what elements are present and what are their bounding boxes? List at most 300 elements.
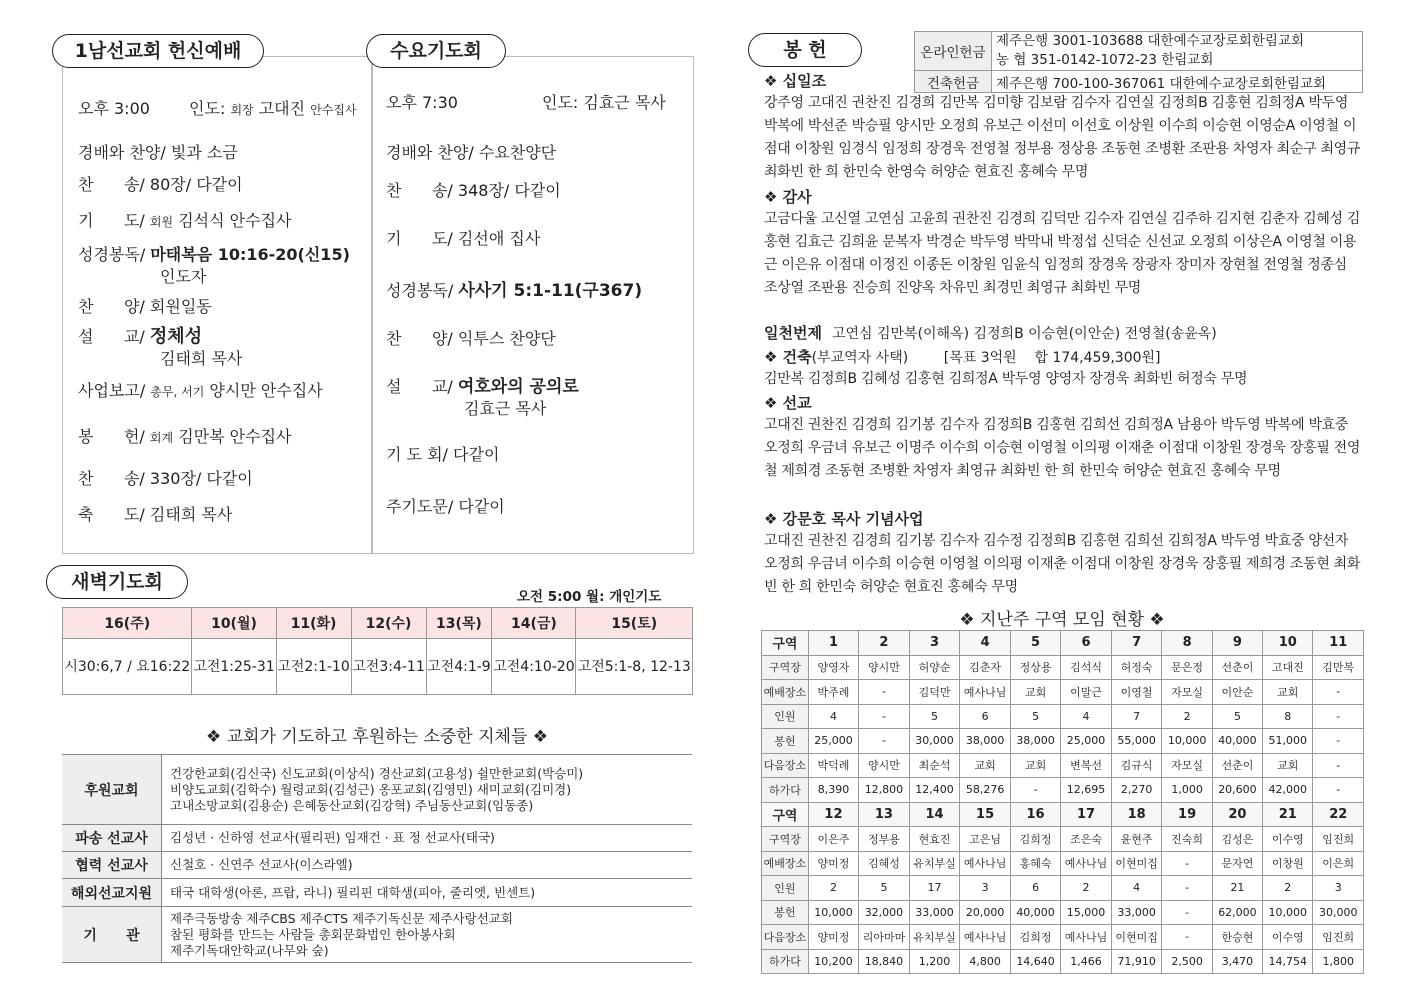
groups-cell: - <box>1313 753 1364 778</box>
dawn-table <box>62 607 693 695</box>
groups-row-label: 인원 <box>762 876 809 901</box>
groups-cell: 김성은 <box>1212 827 1262 852</box>
groups-row-label: 봉헌 <box>762 729 809 754</box>
groups-cell: 33,000 <box>909 900 960 925</box>
groups-cell: 변복선 <box>1061 753 1112 778</box>
groups-cell: 이은희 <box>1313 851 1364 876</box>
wednesday-leader: 인도: 김효근 목사 <box>542 93 666 112</box>
groups-cell: 11 <box>1313 631 1364 656</box>
groups-cell: - <box>1162 925 1212 950</box>
groups-cell: 3 <box>1313 876 1364 901</box>
groups-cell: 17 <box>909 876 960 901</box>
groups-cell: 2 <box>1061 876 1112 901</box>
groups-row-label: 예배장소 <box>762 680 809 705</box>
groups-cell: 17 <box>1061 802 1112 827</box>
wednesday-title: 수요기도회 <box>366 34 506 68</box>
groups-cell: 예사나님 <box>960 680 1011 705</box>
wednesday-row-value: 수요찬양단 <box>478 143 557 162</box>
groups-cell: 16 <box>1010 802 1060 827</box>
groups-row <box>762 655 1364 680</box>
groups-cell: 12,800 <box>859 778 910 803</box>
groups-cell: 최순석 <box>909 753 960 778</box>
groups-cell: 10,000 <box>808 900 858 925</box>
groups-cell: 문은정 <box>1162 655 1212 680</box>
devotion-row-value: 양시만 안수집사 <box>209 381 323 400</box>
groups-cell: 허양순 <box>909 655 960 680</box>
groups-cell: 이수영 <box>1263 925 1313 950</box>
wednesday-row-label: 기 도/ <box>386 229 453 248</box>
groups-cell: 2 <box>1162 704 1212 729</box>
offering-section-names: 고대진 권찬진 김경희 김기봉 김수자 김정희B 김홍현 김희선 김희정A 남용아 박두영 박복에 박효중 오정희 우금녀 유보근 이명주 이수희 이승현 이영철 이의평 이재춘 이점대 이창원 장경욱 장홍필 전영철 제희경 조동현 조병환 차영자 최영규 최화빈 한 희 한민숙 허양순 현효진 홍혜숙 무명 <box>764 417 1361 479</box>
groups-cell: 5 <box>1010 631 1060 656</box>
groups-cell: 2 <box>859 631 910 656</box>
groups-cell: 현효진 <box>909 827 960 852</box>
groups-cell: 71,910 <box>1111 949 1162 974</box>
groups-cell: 10,000 <box>1263 900 1313 925</box>
support-row-label: 후원교회 <box>62 755 162 825</box>
groups-row <box>762 827 1364 852</box>
groups-cell: 19 <box>1162 802 1212 827</box>
groups-row-label: 봉헌 <box>762 900 809 925</box>
wednesday-row-value: 사사기 5:1-11(구367) <box>458 281 643 301</box>
dawn-reading: 고전1:25-31 <box>192 639 276 695</box>
support-row <box>62 907 692 963</box>
devotion-time: 오후 3:00 <box>78 99 150 118</box>
dawn-reading: 고전4:10-20 <box>492 639 576 695</box>
devotion-row-label: 찬 송/ <box>78 175 145 194</box>
devotion-row-label: 찬 송/ <box>78 469 145 488</box>
offering-section-title <box>764 508 924 529</box>
devotion-row-role: 총무, 서기 <box>150 385 205 399</box>
groups-cell: 3 <box>960 876 1011 901</box>
groups-cell: 55,000 <box>1111 729 1162 754</box>
groups-cell: - <box>1162 851 1212 876</box>
groups-cell: 4 <box>960 631 1011 656</box>
support-row-label: 협력 선교사 <box>62 852 162 879</box>
groups-row <box>762 704 1364 729</box>
online-line-1: 제주은행 3001-103688 대한예수교장로회한림교회 <box>996 33 1305 49</box>
groups-cell: 2,500 <box>1162 949 1212 974</box>
groups-cell: 양미정 <box>808 851 858 876</box>
dawn-day: 10(월) <box>192 608 276 639</box>
support-row-content <box>162 907 693 963</box>
groups-cell: 김희정 <box>1010 827 1060 852</box>
groups-cell: 3 <box>909 631 960 656</box>
groups-cell: 21 <box>1263 802 1313 827</box>
groups-cell: 20,600 <box>1212 778 1262 803</box>
groups-cell: 이말근 <box>1061 680 1112 705</box>
groups-cell: 20,000 <box>960 900 1011 925</box>
groups-table <box>761 630 1364 974</box>
groups-row-label: 다음장소 <box>762 925 809 950</box>
groups-cell: 김희정 <box>1010 925 1060 950</box>
groups-cell: 진숙희 <box>1162 827 1212 852</box>
groups-row <box>762 729 1364 754</box>
groups-cell: - <box>1313 704 1364 729</box>
groups-row-label: 구역 <box>762 631 809 656</box>
groups-cell: 1,800 <box>1313 949 1364 974</box>
groups-cell: 문자연 <box>1212 851 1262 876</box>
groups-cell: 선춘이 <box>1212 753 1262 778</box>
wednesday-row-value: 김선애 집사 <box>457 229 541 248</box>
groups-cell: 30,000 <box>1313 900 1364 925</box>
groups-cell: 이영철 <box>1111 680 1162 705</box>
groups-cell: 교회 <box>1010 680 1060 705</box>
groups-cell: 임진희 <box>1313 827 1364 852</box>
groups-cell: 이안순 <box>1212 680 1262 705</box>
support-row <box>62 755 692 825</box>
groups-row-label: 하가다 <box>762 949 809 974</box>
groups-cell: 양시만 <box>859 655 910 680</box>
groups-cell: 윤현주 <box>1111 827 1162 852</box>
groups-cell: 선춘이 <box>1212 655 1262 680</box>
wednesday-row-value: 다같이 <box>458 497 505 516</box>
offering-section-names: 김만복 김정희B 김혜성 김홍현 김희정A 박두영 양영자 장경욱 최화빈 허정숙 무명 <box>764 371 1248 387</box>
groups-cell: 이현미집 <box>1111 925 1162 950</box>
groups-row-label: 예배장소 <box>762 851 809 876</box>
groups-cell: 1,000 <box>1162 778 1212 803</box>
support-line: 건강한교회(김신국) 신도교회(이상식) 경산교회(고용성) 쉴만한교회(박승미) <box>170 765 584 781</box>
groups-cell: 3,470 <box>1212 949 1262 974</box>
groups-cell: 9 <box>1212 631 1262 656</box>
groups-cell: 7 <box>1111 704 1162 729</box>
devotion-leader-name: 고대진 <box>258 99 306 118</box>
dawn-reading: 고전3:4-11 <box>351 639 426 695</box>
groups-cell: 6 <box>1010 876 1060 901</box>
devotion-row-role: 회계 <box>149 431 174 445</box>
groups-cell: 20 <box>1212 802 1262 827</box>
dawn-day: 14(금) <box>492 608 576 639</box>
wednesday-row-label: 기 도 회/ <box>386 445 448 464</box>
groups-cell: 교회 <box>1010 753 1060 778</box>
offering-section-name: ❖ 건축 <box>764 348 812 366</box>
groups-cell: 4,800 <box>960 949 1011 974</box>
groups-cell: 6 <box>1061 631 1112 656</box>
groups-cell: 12,400 <box>909 778 960 803</box>
offering-title: 봉 헌 <box>748 33 862 67</box>
groups-cell: 12 <box>808 802 858 827</box>
groups-row-label: 구역 <box>762 802 809 827</box>
groups-row <box>762 631 1364 656</box>
support-row-label: 해외선교지원 <box>62 879 162 907</box>
groups-cell: 14 <box>909 802 960 827</box>
wednesday-row-label: 경배와 찬양/ <box>386 143 474 162</box>
groups-row <box>762 900 1364 925</box>
groups-cell: 허정숙 <box>1111 655 1162 680</box>
groups-row <box>762 680 1364 705</box>
offering-section-names: 고연심 김만복(이해옥) 김정희B 이승현(이안순) 전영철(송윤옥) <box>831 326 1217 342</box>
groups-row-label: 구역장 <box>762 827 809 852</box>
wednesday-row <box>386 178 561 201</box>
offering-section-name: ❖ 선교 <box>764 394 812 412</box>
offering-section-title <box>764 186 812 207</box>
groups-cell: 조은숙 <box>1061 827 1112 852</box>
offering-section-names: 고대진 권찬진 김경희 김기봉 김수자 김수정 김정희B 김홍현 김희선 김희정A 박두영 박효중 양선자 오정희 우금녀 이수희 이승현 이영철 이의평 이재춘 이점대 이창원 장경욱 장홍필 제희경 조동현 최화빈 한 희 한민숙 허양순 현효진 홍혜숙 무명 <box>764 533 1361 595</box>
groups-cell: 교회 <box>1263 753 1313 778</box>
wednesday-row-label: 찬 양/ <box>386 329 453 348</box>
groups-cell: 이수영 <box>1263 827 1313 852</box>
groups-cell: 임진희 <box>1313 925 1364 950</box>
groups-cell: 5 <box>1010 704 1060 729</box>
wednesday-time: 오후 7:30 <box>386 93 458 112</box>
groups-cell: 8 <box>1263 704 1313 729</box>
offering-section-title <box>764 322 1217 343</box>
groups-cell: 10,200 <box>808 949 858 974</box>
wednesday-row-sub: 김효근 목사 <box>464 399 547 418</box>
groups-cell: 박덕례 <box>808 753 858 778</box>
groups-cell: 40,000 <box>1212 729 1262 754</box>
offering-section-title <box>764 346 1161 367</box>
devotion-row-sub: 김태희 목사 <box>160 349 243 368</box>
devotion-title: 1남선교회 헌신예배 <box>52 34 264 68</box>
wednesday-row <box>386 140 556 163</box>
groups-cell: 42,000 <box>1263 778 1313 803</box>
groups-row <box>762 753 1364 778</box>
devotion-row-value: 330장/ 다같이 <box>149 469 253 488</box>
building-line: 제주은행 700-100-367061 대한예수교장로회한림교회 <box>992 71 1363 93</box>
groups-cell: 정상용 <box>1010 655 1060 680</box>
groups-cell: 8 <box>1162 631 1212 656</box>
wednesday-row <box>386 226 540 249</box>
support-line: 고내소망교회(김용순) 은혜동산교회(김강혁) 주님동산교회(임동종) <box>170 797 534 813</box>
groups-cell: 15 <box>960 802 1011 827</box>
building-label: 건축헌금 <box>915 71 992 93</box>
offering-section-extra: (부교역자 사택) [목표 3억원 합 174,459,300원] <box>811 350 1161 366</box>
wednesday-row-value: 348장/ 다같이 <box>457 181 561 200</box>
offering-section-name: ❖ 감사 <box>764 188 812 206</box>
groups-cell: 18 <box>1111 802 1162 827</box>
groups-cell: 25,000 <box>1061 729 1112 754</box>
groups-cell: 한승현 <box>1212 925 1262 950</box>
groups-cell: - <box>859 680 910 705</box>
wednesday-row-value: 다같이 <box>453 445 500 464</box>
devotion-row-value: 빛과 소금 <box>170 143 238 162</box>
groups-cell: 김규식 <box>1111 753 1162 778</box>
groups-cell: 32,000 <box>859 900 910 925</box>
devotion-row-value: 김태희 목사 <box>149 505 233 524</box>
groups-cell: 이창원 <box>1263 851 1313 876</box>
groups-cell: 교회 <box>960 753 1011 778</box>
groups-cell: 6 <box>960 704 1011 729</box>
devotion-row <box>78 294 212 317</box>
devotion-row <box>78 466 253 489</box>
groups-cell: 38,000 <box>960 729 1011 754</box>
support-row-content <box>162 852 693 879</box>
dawn-note: 오전 5:00 월: 개인기도 <box>517 589 662 605</box>
devotion-row-value: 정체성 <box>149 326 203 347</box>
offering-section-names: 고금다울 고신열 고연심 고윤희 권찬진 김경희 김덕만 김수자 김연실 김주하 김지현 김춘자 김혜성 김홍현 김효근 김희윤 문복자 박경순 박두영 박막내 박정섭 신덕순 신선교 오정희 이상은A 이영철 이용근 이은유 이점대 이정진 이종돈 이창원 임윤식 임정희 장경욱 장광자 장미자 장현철 전영철 정종심 조상열 조판용 진승희 진양옥 차유민 최경민 최영규 최화빈 무명 <box>764 211 1361 296</box>
devotion-row-sub: 인도자 <box>160 267 207 286</box>
support-row-label: 파송 선교사 <box>62 825 162 852</box>
dawn-reading: 고전5:1-8, 12-13 <box>576 639 693 695</box>
support-row-content <box>162 825 693 852</box>
groups-cell: - <box>859 729 910 754</box>
online-offering-table <box>914 31 1363 93</box>
groups-cell: 김석식 <box>1061 655 1112 680</box>
support-line: 제주극동방송 제주CBS 제주CTS 제주기독신문 제주사랑선교회 <box>170 910 513 926</box>
offering-section-names: 강주영 고대진 권찬진 김경희 김만복 김미향 김보람 김수자 김연실 김정희B 김홍현 김희정A 박두영 박복에 박선준 박승필 양시만 오정희 유보근 이선미 이선호 이상원 이수희 이승현 이영순A 이영철 이점대 이창원 임경식 임정희 장경욱 전영철 정부용 정상용 조동현 조병환 조판용 차영자 최순구 최영규 최화빈 한 희 한민숙 한영숙 허양순 현효진 홍혜숙 무명 <box>764 95 1361 180</box>
groups-cell: 김덕만 <box>909 680 960 705</box>
support-line: 제주기독대안학교(나무와 숲) <box>170 942 329 958</box>
groups-cell: 박주례 <box>808 680 858 705</box>
groups-cell: 14,640 <box>1010 949 1060 974</box>
groups-row-label: 다음장소 <box>762 753 809 778</box>
groups-cell: - <box>859 704 910 729</box>
groups-cell: 10,000 <box>1162 729 1212 754</box>
groups-cell: 이현미집 <box>1111 851 1162 876</box>
groups-row-label: 인원 <box>762 704 809 729</box>
groups-cell: 정부용 <box>859 827 910 852</box>
support-row <box>62 825 692 852</box>
groups-cell: 예사나님 <box>960 925 1011 950</box>
devotion-row <box>78 172 243 195</box>
groups-cell: 12,695 <box>1061 778 1112 803</box>
groups-cell: 김춘자 <box>960 655 1011 680</box>
groups-cell: 22 <box>1313 802 1364 827</box>
offering-section-name: ❖ 십일조 <box>764 72 827 90</box>
groups-cell: 고대진 <box>1263 655 1313 680</box>
support-line: 비양도교회(김학수) 월령교회(김성근) 옹포교회(김영민) 새미교회(김미경) <box>170 781 572 797</box>
wednesday-box <box>371 56 694 554</box>
groups-row <box>762 925 1364 950</box>
dawn-day: 13(목) <box>426 608 492 639</box>
groups-cell: 7 <box>1111 631 1162 656</box>
groups-cell: 김만복 <box>1313 655 1364 680</box>
devotion-row-label: 기 도/ <box>78 211 145 230</box>
groups-title: ❖ 지난주 구역 모임 현황 ❖ <box>959 610 1165 630</box>
devotion-row-label: 찬 양/ <box>78 297 145 316</box>
support-row-label: 기 관 <box>62 907 162 963</box>
groups-cell: 5 <box>859 876 910 901</box>
groups-cell: 2 <box>1263 876 1313 901</box>
groups-row <box>762 851 1364 876</box>
groups-cell: - <box>1162 900 1212 925</box>
groups-cell: 양시만 <box>859 753 910 778</box>
support-title: ❖ 교회가 기도하고 후원하는 소중한 지체들 ❖ <box>205 727 549 747</box>
groups-cell: 51,000 <box>1263 729 1313 754</box>
groups-cell: 13 <box>859 802 910 827</box>
support-row <box>62 879 692 907</box>
devotion-row-value: 마태복음 10:16-20(신15) <box>150 245 350 264</box>
groups-cell: 예사나님 <box>1061 851 1112 876</box>
offering-section-name: 일천번제 <box>764 324 822 342</box>
groups-cell: 2,270 <box>1111 778 1162 803</box>
groups-cell: 14,754 <box>1263 949 1313 974</box>
groups-row <box>762 949 1364 974</box>
groups-cell: 10 <box>1263 631 1313 656</box>
devotion-row-value: 김만복 안수집사 <box>178 427 292 446</box>
devotion-row <box>78 378 323 401</box>
offering-section-name: ❖ 강문호 목사 기념사업 <box>764 510 924 528</box>
groups-cell: 양영자 <box>808 655 858 680</box>
groups-cell: 62,000 <box>1212 900 1262 925</box>
dawn-day: 15(토) <box>576 608 693 639</box>
groups-cell: 15,000 <box>1061 900 1112 925</box>
groups-cell: 5 <box>1212 704 1262 729</box>
wednesday-row <box>386 442 499 465</box>
devotion-row-label: 성경봉독/ <box>78 245 146 264</box>
wednesday-row <box>386 276 642 301</box>
groups-cell: 이은주 <box>808 827 858 852</box>
support-line: 김성년 · 신하영 선교사(필리핀) 임재건 · 표 정 선교사(태국) <box>170 830 495 845</box>
groups-cell: 8,390 <box>808 778 858 803</box>
devotion-leader-label: 인도: <box>189 99 226 118</box>
support-row-content <box>162 879 693 907</box>
groups-cell: - <box>1162 876 1212 901</box>
groups-cell: 홍혜숙 <box>1010 851 1060 876</box>
groups-cell: 양미정 <box>808 925 858 950</box>
groups-row-label: 구역장 <box>762 655 809 680</box>
groups-cell: 33,000 <box>1111 900 1162 925</box>
support-row <box>62 852 692 879</box>
groups-cell: 4 <box>1111 876 1162 901</box>
dawn-day: 11(화) <box>276 608 351 639</box>
groups-cell: 5 <box>909 704 960 729</box>
devotion-row <box>78 424 291 447</box>
groups-row-label: 하가다 <box>762 778 809 803</box>
groups-cell: 58,276 <box>960 778 1011 803</box>
devotion-time-line <box>78 96 357 119</box>
groups-cell: 4 <box>1061 704 1112 729</box>
dawn-day: 16(주) <box>63 608 192 639</box>
dawn-title: 새벽기도회 <box>46 565 188 599</box>
wednesday-row-label: 성경봉독/ <box>386 281 454 300</box>
groups-cell: 25,000 <box>808 729 858 754</box>
devotion-leader-role: 회장 <box>230 103 254 117</box>
dawn-reading: 고전4:1-9 <box>426 639 492 695</box>
devotion-row-label: 사업보고/ <box>78 381 146 400</box>
groups-cell: - <box>1313 729 1364 754</box>
groups-cell: - <box>1313 680 1364 705</box>
groups-cell: 1 <box>808 631 858 656</box>
devotion-leader-title: 안수집사 <box>310 103 357 117</box>
wednesday-row <box>386 372 579 397</box>
devotion-row <box>78 140 238 163</box>
groups-cell: 고은님 <box>960 827 1011 852</box>
devotion-row <box>78 208 291 231</box>
dawn-reading: 시30:6,7 / 요16:22 <box>63 639 192 695</box>
groups-cell: 자모실 <box>1162 680 1212 705</box>
wednesday-row-value: 여호와의 공의로 <box>457 377 579 397</box>
devotion-row-value: 김석식 안수집사 <box>178 211 292 230</box>
groups-cell: 1,466 <box>1061 949 1112 974</box>
groups-cell: 자모실 <box>1162 753 1212 778</box>
groups-row <box>762 876 1364 901</box>
groups-cell: 예사나님 <box>960 851 1011 876</box>
groups-cell: 예사나님 <box>1061 925 1112 950</box>
groups-cell: 21 <box>1212 876 1262 901</box>
wednesday-row-label: 주기도문/ <box>386 497 454 516</box>
devotion-row-label: 축 도/ <box>78 505 145 524</box>
devotion-row-role: 회원 <box>149 215 174 229</box>
groups-cell: 교회 <box>1263 680 1313 705</box>
wednesday-row-value: 익투스 찬양단 <box>457 329 556 348</box>
support-line: 태국 대학생(아론, 프랍, 라니) 필리핀 대학생(피아, 줄리엣, 빈센트) <box>170 884 536 900</box>
groups-cell: 18,840 <box>859 949 910 974</box>
devotion-row-label: 설 교/ <box>78 327 145 346</box>
devotion-row-value: 80장/ 다같이 <box>149 175 243 194</box>
groups-cell: 4 <box>808 704 858 729</box>
groups-cell: 김혜성 <box>859 851 910 876</box>
devotion-row <box>78 502 232 525</box>
groups-row <box>762 802 1364 827</box>
groups-cell: 리아마마 <box>859 925 910 950</box>
groups-cell: 1,200 <box>909 949 960 974</box>
support-row-content <box>162 755 693 825</box>
groups-row <box>762 778 1364 803</box>
groups-cell: - <box>1010 778 1060 803</box>
wednesday-row <box>386 326 556 349</box>
